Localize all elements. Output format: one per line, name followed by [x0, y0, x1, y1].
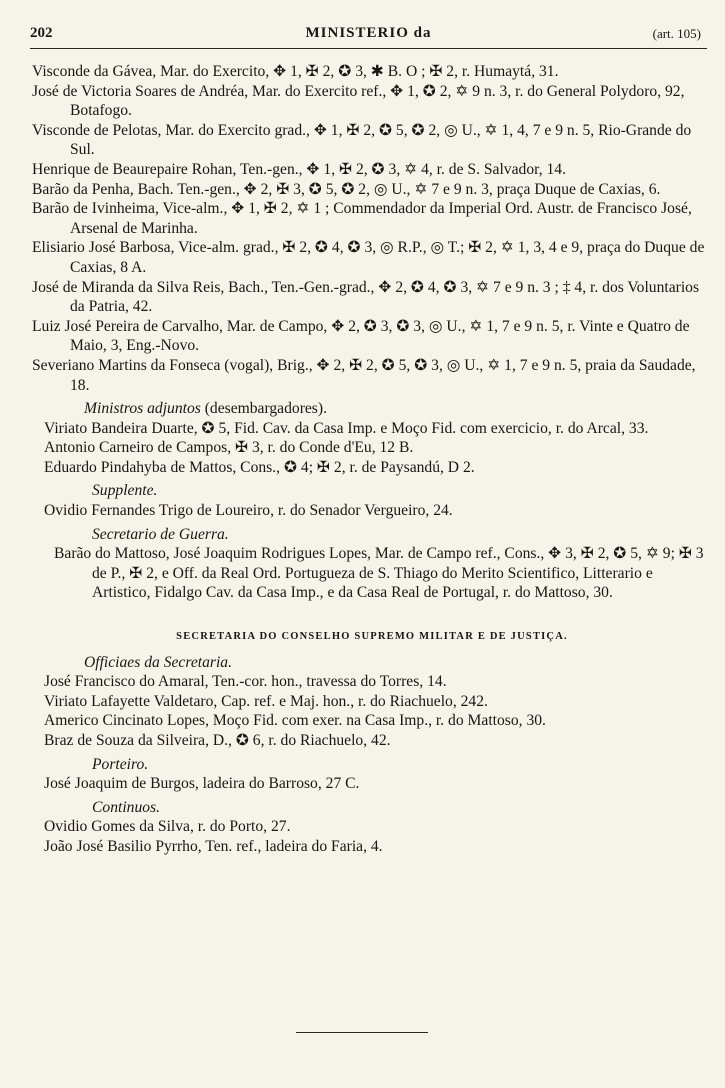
section-heading-supplente: Supplente.	[92, 482, 158, 500]
porteiro-list	[44, 774, 712, 794]
page-header	[30, 22, 707, 49]
list-item: Barão de Ivinheima, Vice-alm., ✥ 1, ✠ 2, ✡ 1 ; Commendador da Imperial Ord. Austr. de Francisco José, Arsenal de Marinha.	[32, 200, 692, 237]
ministros-list	[44, 419, 712, 478]
list-item: José de Victoria Soares de Andréa, Mar. do Exercito ref., ✥ 1, ✪ 2, ✡ 9 n. 3, r. do General Polydoro, 92, Botafogo.	[32, 82, 685, 120]
article-reference: (art. 105)	[652, 26, 701, 41]
list-item: Americo Cincinato Lopes, Moço Fid. com exer. na Casa Imp., r. do Mattoso, 30.	[44, 712, 546, 730]
section-heading-porteiro: Porteiro.	[92, 755, 149, 773]
section-heading-continuos: Continuos.	[92, 798, 161, 816]
continuos-list	[44, 817, 712, 856]
document-body	[32, 62, 712, 857]
supplente-list	[44, 501, 712, 521]
list-item: Luiz José Pereira de Carvalho, Mar. de Campo, ✥ 2, ✪ 3, ✪ 3, ◎ U., ✡ 1, 7 e 9 n. 5, r. Vinte e Quatro de Maio, 3, Eng.-Novo.	[32, 317, 690, 355]
list-item: Ovidio Fernandes Trigo de Loureiro, r. do Senador Vergueiro, 24.	[44, 502, 453, 520]
ministros-heading: Ministros adjuntos	[84, 400, 201, 418]
section-heading-ministros	[84, 399, 712, 419]
running-title: MINISTERIO da	[305, 25, 432, 41]
list-item: Severiano Martins da Fonseca (vogal), Brig., ✥ 2, ✠ 2, ✪ 5, ✪ 3, ◎ U., ✡ 1, 7 e 9 n. 5, praia da Saudade, 18.	[32, 356, 696, 394]
secretario-list	[54, 544, 712, 603]
secretaria-title: SECRETARIA DO CONSELHO SUPREMO MILITAR E DE JUSTIÇA.	[176, 631, 568, 643]
section-heading-officiaes: Officiaes da Secretaria.	[84, 653, 232, 671]
list-item: Visconde de Pelotas, Mar. do Exercito grad., ✥ 1, ✠ 2, ✪ 5, ✪ 2, ◎ U., ✡ 1, 4, 7 e 9 n. 5, Rio-Grande do Sul.	[32, 121, 692, 159]
list-item: Eduardo Pindahyba de Mattos, Cons., ✪ 4; ✠ 2, r. de Paysandú, D 2.	[44, 458, 475, 476]
closing-rule	[296, 1032, 428, 1033]
list-item: Braz de Souza da Silveira, D., ✪ 6, r. do Riachuelo, 42.	[44, 732, 391, 749]
list-item: José Joaquim de Burgos, ladeira do Barroso, 27 C.	[44, 775, 360, 793]
page-number: 202	[30, 25, 53, 41]
list-item: Ovidio Gomes da Silva, r. do Porto, 27.	[44, 818, 291, 836]
list-item: João José Basilio Pyrrho, Ten. ref., ladeira do Faria, 4.	[44, 837, 383, 855]
list-item: Henrique de Beaurepaire Rohan, Ten.-gen., ✥ 1, ✠ 2, ✪ 3, ✡ 4, r. de S. Salvador, 14.	[32, 160, 566, 178]
list-item: Elisiario José Barbosa, Vice-alm. grad., ✠ 2, ✪ 4, ✪ 3, ◎ R.P., ◎ T.; ✠ 2, ✡ 1, 3, 4 e 9, praça do Duque de Caxias, 8 A.	[32, 239, 705, 276]
list-item: Barão do Mattoso, José Joaquim Rodrigues Lopes, Mar. de Campo ref., Cons., ✥ 3, ✠ 2, ✪ 5, ✡ 9; ✠ 3 de P., ✠ 2, e Off. da Real Ord. Portugueza de S. Thiago do Merito Scientifico, Litterario e Artistico, Fidalgo Cav. da Casa Imp., e da Casa Real de Portugal, r. do Mattoso, 30.	[54, 545, 704, 602]
list-item: Visconde da Gávea, Mar. do Exercito, ✥ 1, ✠ 2, ✪ 3, ✱ B. O ; ✠ 2, r. Humaytá, 31.	[32, 63, 559, 80]
list-item: José Francisco do Amaral, Ten.-cor. hon., travessa do Torres, 14.	[44, 673, 447, 691]
officiaes-list	[44, 672, 712, 750]
list-item: Viriato Bandeira Duarte, ✪ 5, Fid. Cav. da Casa Imp. e Moço Fid. com exercicio, r. do Arcal, 33.	[44, 419, 649, 437]
list-item: José de Miranda da Silva Reis, Bach., Ten.-Gen.-grad., ✥ 2, ✪ 4, ✪ 3, ✡ 7 e 9 n. 3 ; ‡ 4, r. dos Voluntarios da Patria, 42.	[32, 278, 700, 316]
ministros-heading-suffix: (desembargadores).	[200, 400, 327, 418]
list-item: Barão da Penha, Bach. Ten.-gen., ✥ 2, ✠ 3, ✪ 5, ✪ 2, ◎ U., ✡ 7 e 9 n. 3, praça Duque de Caxias, 6.	[32, 180, 661, 198]
list-item: Antonio Carneiro de Campos, ✠ 3, r. do Conde d'Eu, 12 B.	[44, 439, 414, 457]
section-heading-secretario: Secretario de Guerra.	[92, 525, 229, 543]
list-item: Viriato Lafayette Valdetaro, Cap. ref. e Maj. hon., r. do Riachuelo, 242.	[44, 692, 488, 710]
